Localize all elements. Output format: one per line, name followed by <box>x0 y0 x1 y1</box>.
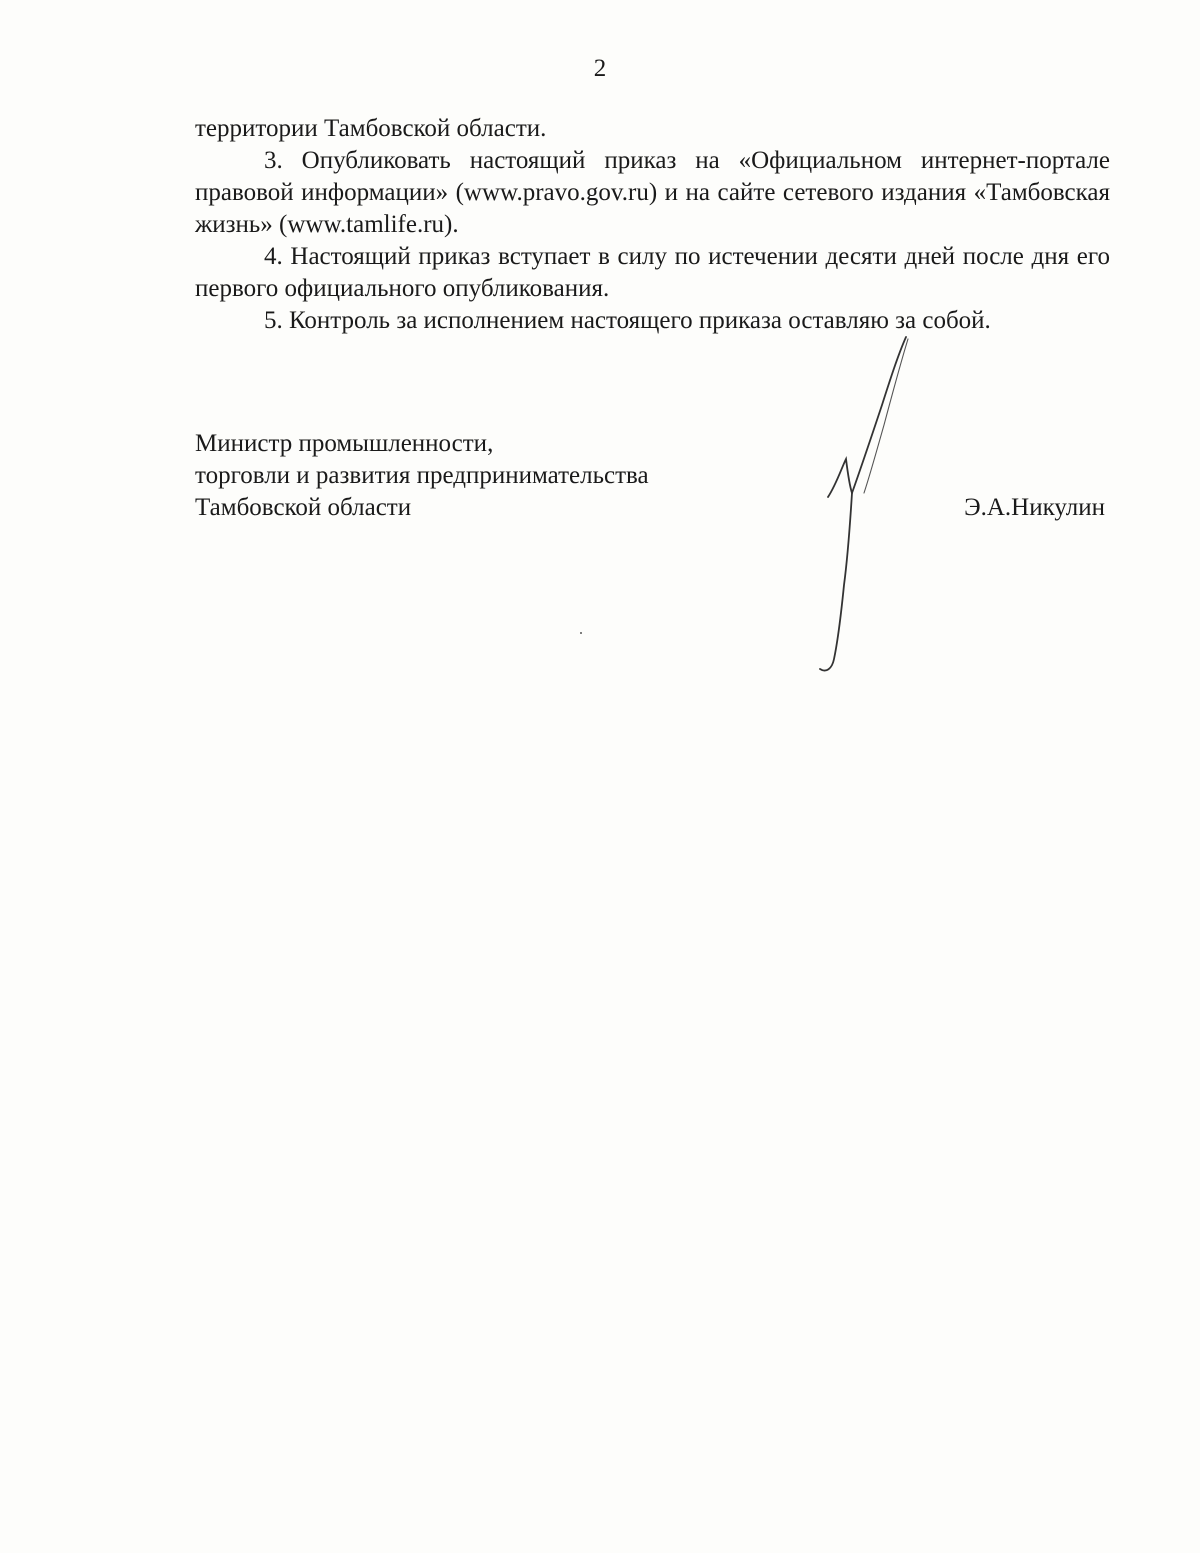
signatory-position-line-1: Министр промышленности, <box>195 430 494 457</box>
signatory-position-line-2: торговли и развития предпринимательства <box>195 462 649 489</box>
signature-stroke-secondary <box>864 339 908 493</box>
paragraph-entry-into-force: 4. Настоящий приказ вступает в силу по истечении десяти дней после дня его первого официального опубликования. <box>195 243 1110 302</box>
page-number: 2 <box>593 55 607 82</box>
signatory-name: Э.А.Никулин <box>964 494 1105 521</box>
order-body-text <box>195 113 1110 337</box>
paragraph-control: 5. Контроль за исполнением настоящего приказа оставляю за собой. <box>264 307 991 334</box>
signatory-position-line-3: Тамбовской области <box>195 494 412 521</box>
signature-block <box>195 428 1105 524</box>
handwritten-signature <box>810 325 920 685</box>
paragraph-continuation: территории Тамбовской области. <box>195 115 547 142</box>
signature-stroke-tail <box>820 493 852 671</box>
signatory-row <box>195 492 1105 524</box>
signature-stroke-main <box>828 337 906 497</box>
paragraph-publication: 3. Опубликовать настоящий приказ на «Официальном интернет-портале правовой информации» (www.pravo.gov.ru) и на сайте сетевого издания «Тамбовская жизнь» (www.tamlife.ru). <box>195 147 1110 238</box>
scan-speck <box>580 632 582 634</box>
